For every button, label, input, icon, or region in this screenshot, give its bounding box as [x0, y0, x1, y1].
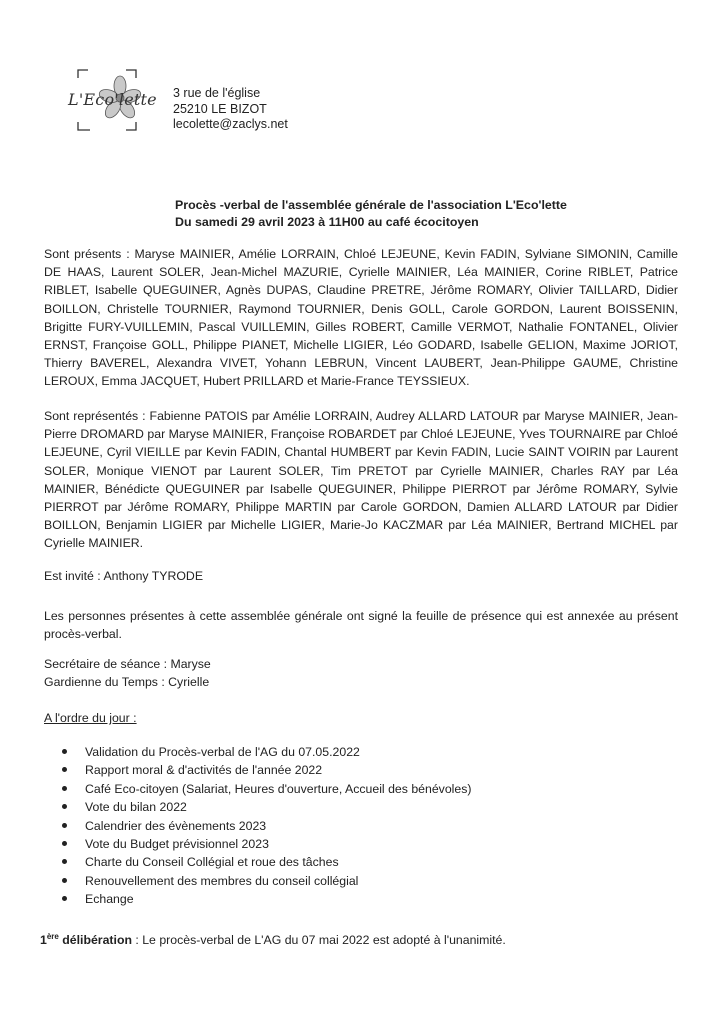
bullet-icon	[62, 767, 67, 772]
bullet-icon	[62, 878, 67, 883]
agenda-item: Rapport moral & d'activités de l'année 2022	[60, 761, 471, 779]
address-email: lecolette@zaclys.net	[173, 117, 288, 131]
address-street: 3 rue de l'église	[173, 86, 261, 100]
bullet-icon	[62, 896, 67, 901]
bullet-icon	[62, 749, 67, 754]
association-address	[173, 86, 288, 133]
agenda-item: Vote du Budget prévisionnel 2023	[60, 835, 471, 853]
deliberation-label: 1ère délibération	[40, 932, 132, 947]
bullet-icon	[62, 786, 67, 791]
agenda-item: Charte du Conseil Collégial et roue des tâches	[60, 853, 471, 871]
bullet-icon	[62, 859, 67, 864]
bullet-icon	[62, 841, 67, 846]
logo-wordmark: L'Eco'lette	[68, 90, 157, 109]
address-city: 25210 LE BIZOT	[173, 101, 267, 116]
document-title	[175, 197, 655, 231]
meeting-roles	[44, 655, 678, 691]
agenda-item: Renouvellement des membres du conseil collégial	[60, 872, 471, 890]
title-line-2: Du samedi 29 avril 2023 à 11H00 au café écocitoyen	[175, 215, 479, 229]
attendance-sheet-note: Les personnes présentes à cette assemblée générale ont signé la feuille de présence qui est annexée au présent procès-verbal.	[44, 609, 678, 642]
agenda-item: Vote du bilan 2022	[60, 798, 471, 816]
attendees-represented: Sont représentés : Fabienne PATOIS par Amélie LORRAIN, Audrey ALLARD LATOUR par Maryse MAINIER, Jean-Pierre DROMARD par Maryse MAINIER, Françoise ROBARDET par Chloé LEJEUNE, Yves TOURNAIRE par Chloé LEJEUNE, Cyril VIEILLE par Kevin FADIN, Chantal HUMBERT par Kevin FADIN, Lucie SAINT VOIRIN par Laurent SOLER, Monique VIENOT par Laurent SOLER, Tim PRETOT par Cyrielle MAINIER, Charles RAY par Léa MAINIER, Bénédicte QUEGUINER par Isabelle QUEGUINER, Philippe PIERROT par Jérôme ROMARY, Sylvie PIERROT par Jérôme ROMARY, Philippe MARTIN par Carole GORDON, Damien ALLARD LATOUR par Didier BOILLON, Benjamin LIGIER par Michelle LIGIER, Marie-Jo KACZMAR par Léa MAINIER, Bertrand MICHEL par Cyrielle MAINIER.	[44, 409, 678, 551]
attendees-present: Sont présents : Maryse MAINIER, Amélie LORRAIN, Chloé LEJEUNE, Kevin FADIN, Sylviane SIMONIN, Camille DE HAAS, Laurent SOLER, Jean-Michel MAZURIE, Cyrielle MAINIER, Léa MAINIER, Corine RIBLET, Patrice RIBLET, Isabelle QUEGUINER, Agnès DUPAS, Claudine PRETRE, Jérôme ROMARY, Olivier TAILLARD, Didier BOILLON, Christelle TOURNIER, Raymond TOURNIER, Denis GOLL, Carole GORDON, Laurent BOISSENIN, Brigitte FURY-VUILLEMIN, Pascal VUILLEMIN, Gilles ROBERT, Camille VERMOT, Nathalie FONTANEL, Olivier ERNST, Françoise GOLL, Philippe PIANET, Michelle LIGIER, Léo GODARD, Isabelle GELION, Maxime JORIOT, Thierry BAVEREL, Alexandra VIVET, Yohann LEBRUN, Vincent LAUBERT, Jean-Philippe GAUME, Christine LEROUX, Emma JACQUET, Hubert PRILLARD et Marie-France TEYSSIEUX.	[44, 247, 678, 389]
agenda-item: Echange	[60, 890, 471, 908]
agenda-heading: A l'ordre du jour :	[44, 711, 137, 725]
bullet-icon	[62, 823, 67, 828]
agenda-item: Café Eco-citoyen (Salariat, Heures d'ouverture, Accueil des bénévoles)	[60, 780, 471, 798]
title-line-1: Procès -verbal de l'assemblée générale de l'association L'Eco'lette	[175, 198, 567, 212]
deliberation-text: : Le procès-verbal de L'AG du 07 mai 2022 est adopté à l'unanimité.	[131, 933, 506, 947]
agenda-item: Validation du Procès-verbal de l'AG du 07.05.2022	[60, 743, 471, 761]
first-deliberation	[40, 928, 680, 949]
agenda-list	[60, 743, 471, 909]
association-logo	[68, 66, 160, 136]
invited-guest: Est invité : Anthony TYRODE	[44, 569, 204, 583]
secretary-line: Secrétaire de séance : Maryse	[44, 657, 211, 671]
bullet-icon	[62, 804, 67, 809]
agenda-item: Calendrier des évènements 2023	[60, 817, 471, 835]
timekeeper-line: Gardienne du Temps : Cyrielle	[44, 675, 210, 690]
